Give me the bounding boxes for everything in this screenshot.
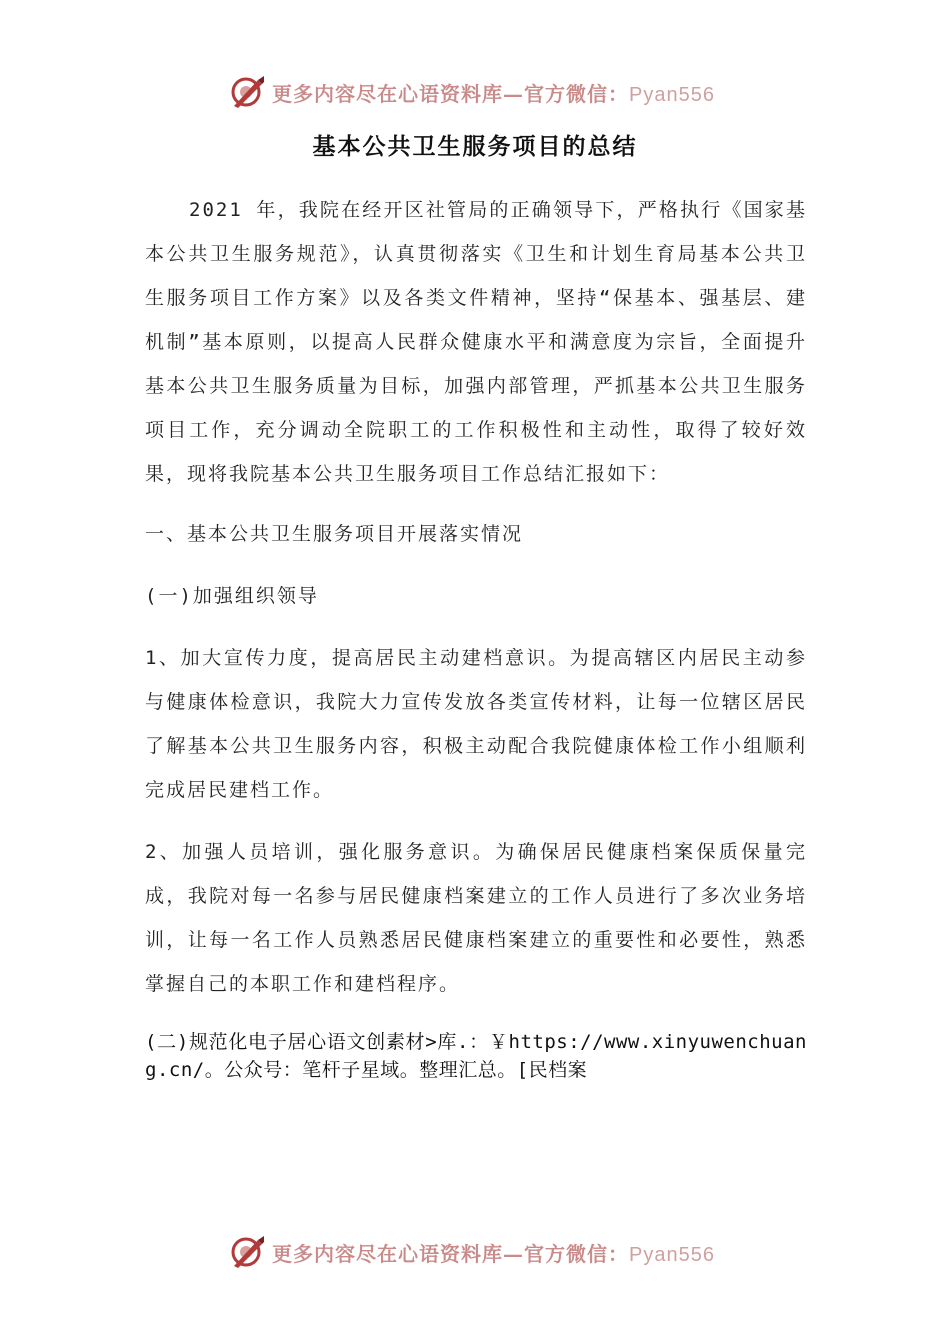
pen-logo-icon xyxy=(228,72,268,112)
footer-banner-text: 更多内容尽在心语资料库—官方微信：Pyan556 xyxy=(272,1241,715,1266)
subsection-heading-1: (一)加强组织领导 xyxy=(145,585,319,607)
footer-wechat-id: Pyan556 xyxy=(629,1243,715,1266)
header-wechat-id: Pyan556 xyxy=(629,83,715,106)
header-banner-text: 更多内容尽在心语资料库—官方微信：Pyan556 xyxy=(272,81,715,106)
page-title: 基本公共卫生服务项目的总结 xyxy=(312,133,638,160)
header-banner xyxy=(228,72,748,112)
pen-logo-icon xyxy=(228,1232,268,1272)
subsection-heading-2: (二)规范化电子居心语文创素材>库.：￥https://www.xinyuwenchuang.cn/。公众号：笔杆子星域。整理汇总。[民档案 xyxy=(145,1031,807,1081)
paragraph-item-1: 1、加大宣传力度，提高居民主动建档意识。为提高辖区内居民主动参与健康体检意识，我院大力宣传发放各类宣传材料，让每一位辖区居民了解基本公共卫生服务内容，积极主动配合我院健康体检工作小组顺利完成居民建档工作。 xyxy=(145,647,807,801)
intro-paragraph: 2021 年，我院在经开区社管局的正确领导下，严格执行《国家基本公共卫生服务规范》，认真贯彻落实《卫生和计划生育局基本公共卫生服务项目工作方案》以及各类文件精神，坚持“保基本、强基层、建机制”基本原则，以提高人民群众健康水平和满意度为宗旨，全面提升基本公共卫生服务质量为目标，加强内部管理，严抓基本公共卫生服务项目工作，充分调动全院职工的工作积极性和主动性，取得了较好效果，现将我院基本公共卫生服务项目工作总结汇报如下： xyxy=(145,199,807,485)
paragraph-item-2: 2、加强人员培训，强化服务意识。为确保居民健康档案保质保量完成，我院对每一名参与居民健康档案建立的工作人员进行了多次业务培训，让每一名工作人员熟悉居民健康档案建立的重要性和必要性，熟悉掌握自己的本职工作和建档程序。 xyxy=(145,841,807,995)
document-body xyxy=(145,188,807,1084)
footer-banner xyxy=(228,1232,748,1272)
section-heading-1: 一、基本公共卫生服务项目开展落实情况 xyxy=(145,523,524,545)
